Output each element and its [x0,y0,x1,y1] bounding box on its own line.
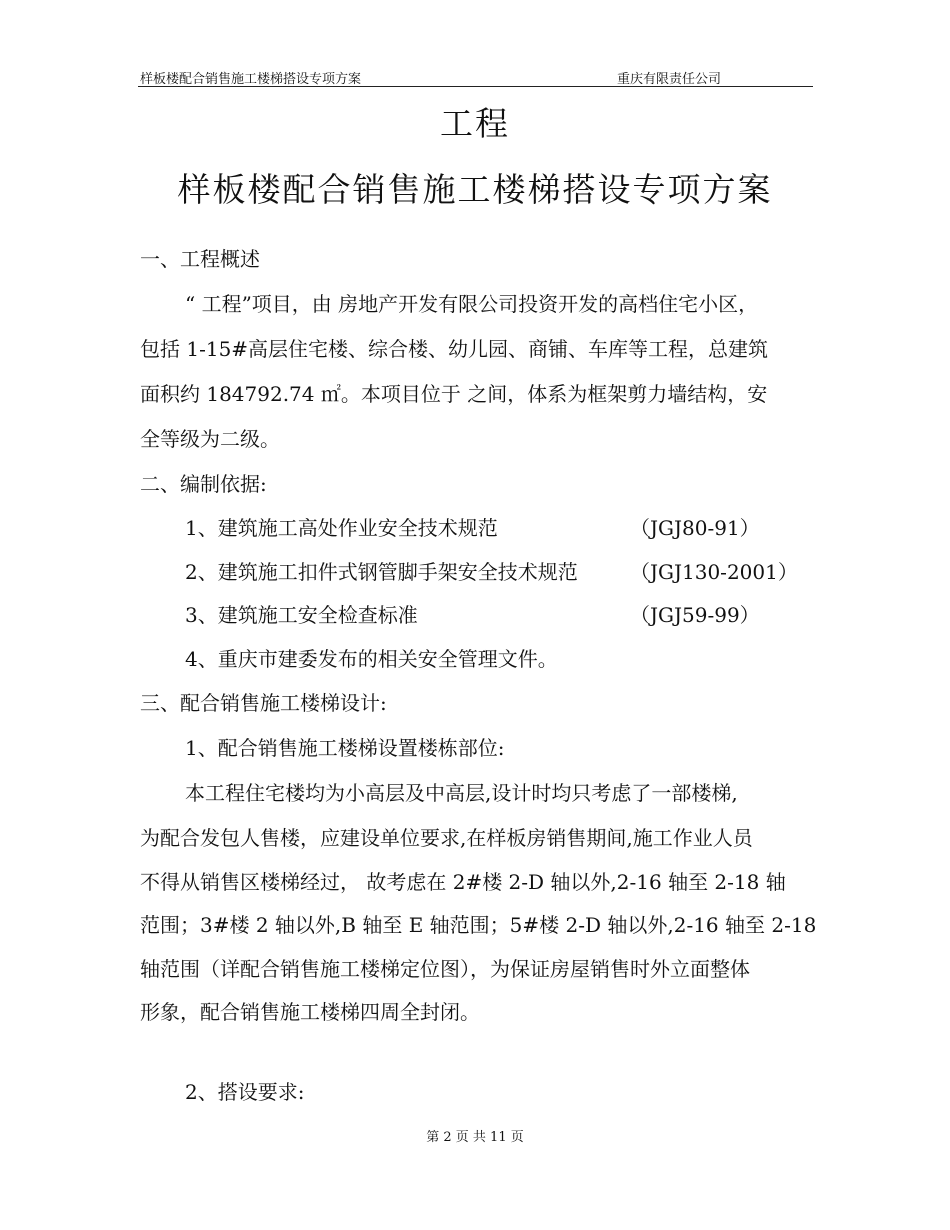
section3-subheading: 2、搭设要求: [185,1080,305,1104]
section2-heading: 二、编制依据: [140,472,267,496]
section1-para-line: “ 工程”项目，由 房地产开发有限公司投资开发的高档住宅小区， [185,292,759,316]
section3-para-line: 轴范围（详配合销售施工楼梯定位图），为保证房屋销售时外立面整体 [140,957,750,981]
section1-para-line: 包括 1-15#高层住宅楼、综合楼、幼儿园、商铺、车库等工程，总建筑 [140,337,769,361]
reference-item-text: 2、建筑施工扣件式钢管脚手架安全技术规范 [185,560,578,584]
section1-heading: 一、工程概述 [140,247,260,271]
document-title-line2: 样板楼配合销售施工楼梯搭设专项方案 [177,170,773,209]
reference-item-code: （JGJ80-91） [630,516,760,540]
reference-item-text: 4、重庆市建委发布的相关安全管理文件。 [185,647,558,671]
section3-para-line: 范围；3#楼 2 轴以外,B 轴至 E 轴范围；5#楼 2-D 轴以外,2-16 轴至 2-18 [140,913,817,937]
reference-item-text: 1、建筑施工高处作业安全技术规范 [185,516,498,540]
document-title-line1: 工程 [440,104,510,143]
section3-para-line: 不得从销售区楼梯经过， 故考虑在 2#楼 2-D 轴以外,2-16 轴至 2-18 轴 [140,870,786,894]
reference-item-code: （JGJ59-99） [630,603,760,627]
section1-para-line: 全等级为二级。 [140,427,280,451]
page-number-footer: 第 2 页 共 11 页 [426,1130,524,1145]
reference-item-text: 3、建筑施工安全检查标准 [185,603,418,627]
section1-para-line: 面积约 184792.74 ㎡。本项目位于 之间，体系为框架剪力墙结构，安 [140,382,768,406]
section3-para-line: 为配合发包人售楼，应建设单位要求,在样板房销售期间,施工作业人员 [140,826,753,850]
reference-item-code: （JGJ130-2001） [630,560,798,584]
section3-heading: 三、配合销售施工楼梯设计: [140,691,387,715]
section3-subheading: 1、配合销售施工楼梯设置楼栋部位: [185,736,505,760]
running-header-title: 样板楼配合销售施工楼梯搭设专项方案 [140,72,362,87]
section3-para-line: 本工程住宅楼均为小高层及中高层,设计时均只考虑了一部楼梯, [185,781,738,805]
running-header-company: 重庆有限责任公司 [617,72,722,87]
header-divider [138,86,813,87]
section3-para-line: 形象，配合销售施工楼梯四周全封闭。 [140,1000,480,1024]
